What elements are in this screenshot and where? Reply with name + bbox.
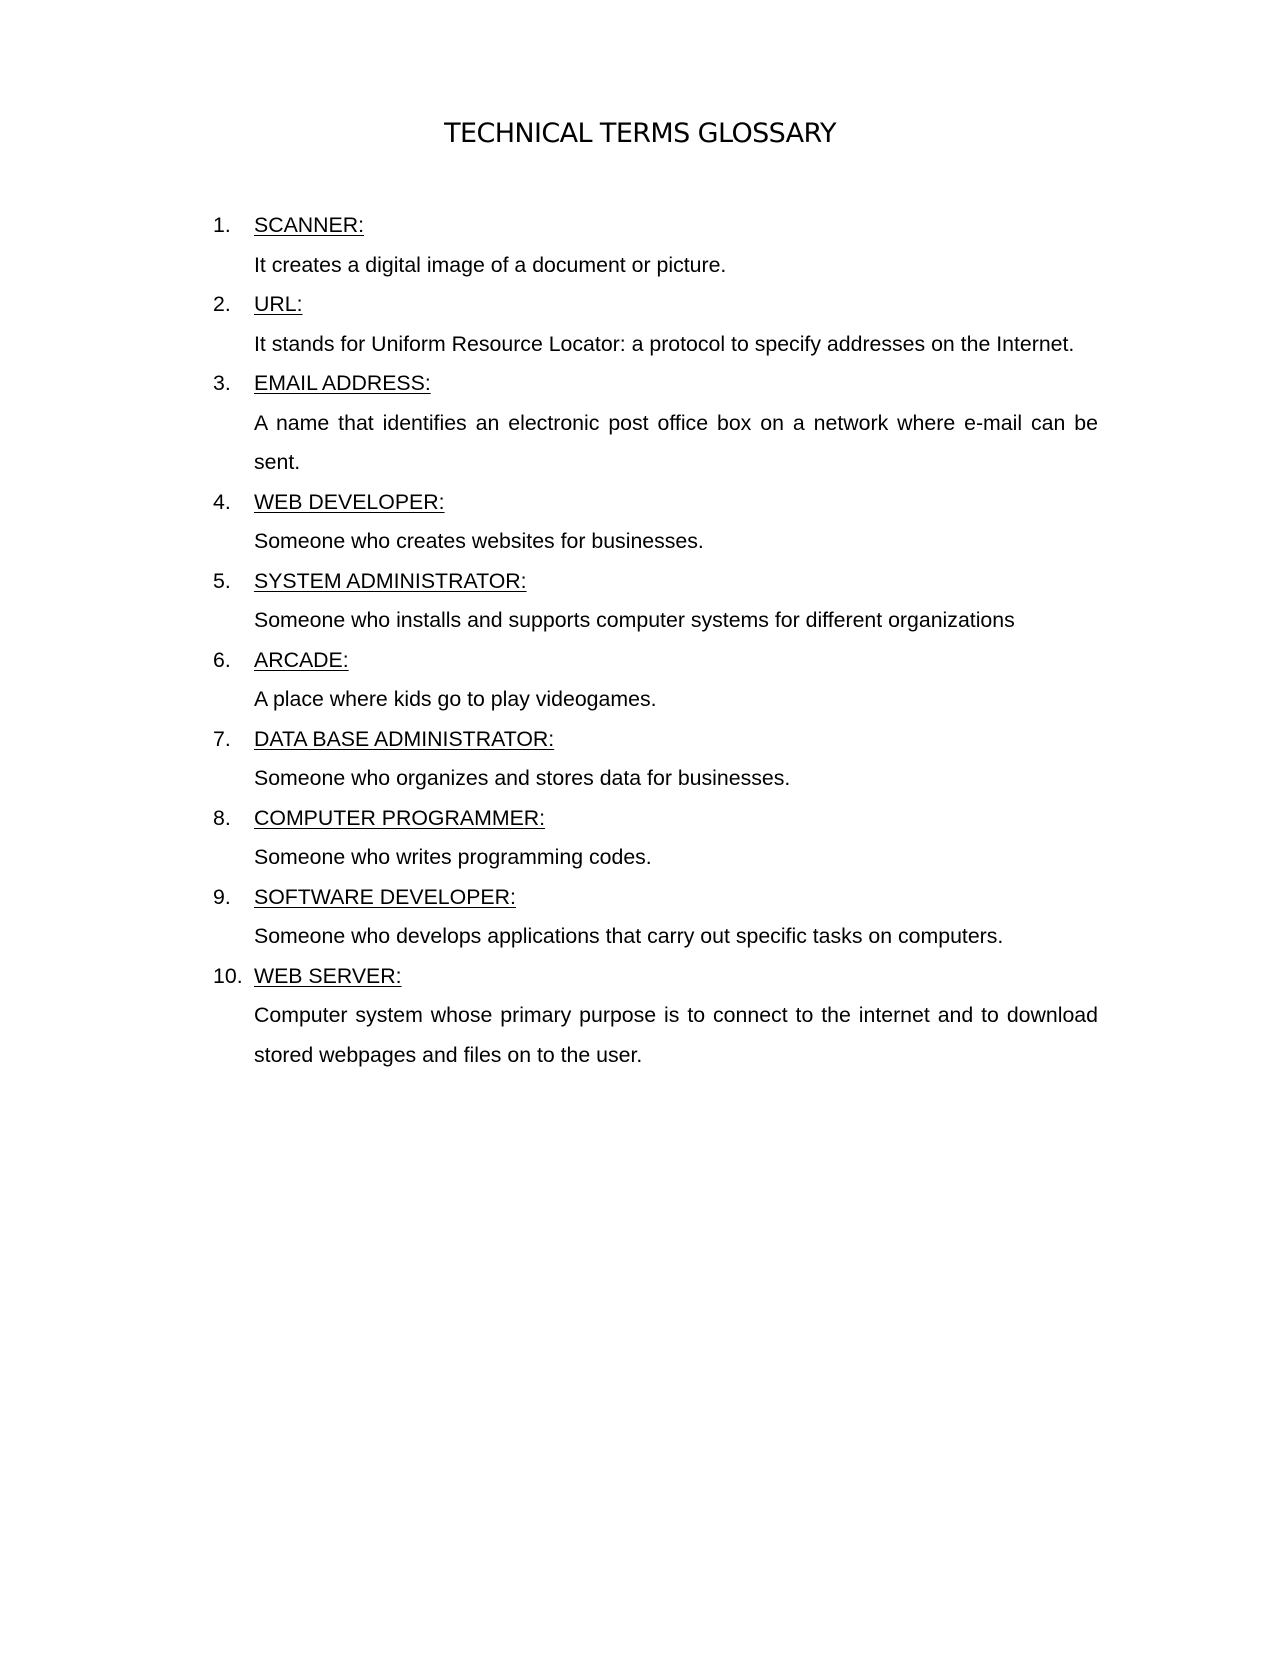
glossary-entry (213, 720, 1098, 799)
entry-definition: Someone who installs and supports computer systems for different organizations (254, 608, 1015, 632)
glossary-entry (213, 364, 1098, 483)
entry-term: COMPUTER PROGRAMMER: (254, 805, 546, 830)
page-title: TECHNICAL TERMS GLOSSARY (444, 118, 836, 149)
entry-term: DATA BASE ADMINISTRATOR: (254, 726, 555, 751)
entry-term: SOFTWARE DEVELOPER: (254, 884, 516, 909)
entry-definition: Someone who organizes and stores data for businesses. (254, 766, 791, 790)
glossary-entry (213, 483, 1098, 562)
entry-definition: A place where kids go to play videogames. (254, 687, 657, 711)
entry-term: WEB DEVELOPER: (254, 489, 445, 514)
entry-number: 1. (213, 213, 231, 237)
glossary-entry (213, 878, 1098, 957)
glossary-entry (213, 799, 1098, 878)
entry-term: EMAIL ADDRESS: (254, 371, 431, 395)
entry-definition: It stands for Uniform Resource Locator: a protocol to specify addresses on the Internet. (254, 331, 1075, 356)
glossary-entry (213, 957, 1098, 1076)
entry-number: 8. (213, 805, 231, 830)
entry-number: 4. (213, 489, 231, 514)
entry-definition: Someone who develops applications that carry out specific tasks on computers. (254, 924, 1004, 948)
entry-term: URL: (254, 292, 303, 316)
glossary-entry (213, 285, 1098, 364)
entry-number: 6. (213, 647, 231, 672)
entry-term: ARCADE: (254, 647, 349, 672)
entry-number: 9. (213, 884, 231, 909)
entry-term: SYSTEM ADMINISTRATOR: (254, 568, 527, 593)
entry-number: 2. (213, 292, 231, 316)
entry-term: SCANNER: (254, 213, 365, 237)
entry-number: 5. (213, 568, 231, 593)
glossary-entry (213, 641, 1098, 720)
entry-definition: Computer system whose primary purpose is to connect to the internet and to download stored webpages and files on to the user. (254, 1003, 1098, 1067)
entry-number: 10. (213, 963, 243, 988)
glossary-entry (213, 206, 1098, 285)
entry-definition: A name that identifies an electronic post office box on a network where e-mail can be sent. (254, 410, 1098, 474)
entry-term: WEB SERVER: (254, 963, 402, 988)
glossary-list (213, 206, 1098, 1075)
entry-definition: Someone who creates websites for businesses. (254, 529, 704, 553)
glossary-entry (213, 562, 1098, 641)
entry-definition: It creates a digital image of a document or picture. (254, 252, 727, 277)
entry-number: 7. (213, 726, 231, 751)
entry-definition: Someone who writes programming codes. (254, 845, 652, 869)
entry-number: 3. (213, 371, 231, 395)
